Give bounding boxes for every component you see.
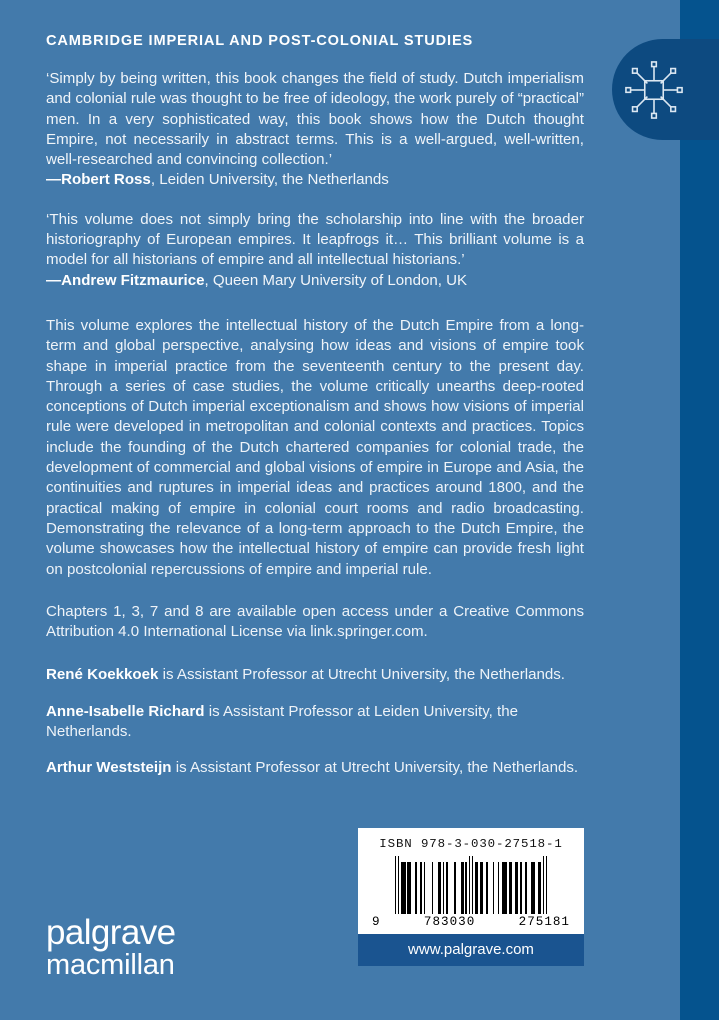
barcode-digits [370, 914, 572, 929]
book-description: This volume explores the intellectual history of the Dutch Empire from a long-term and global perspective, analysing how ideas and visions of empire took shape in imperial practice from the seventeenth century to the present day. Through a series of case studies, the volume critically unearths deep-rooted conceptions of Dutch imperial exceptionalism and shows how visions of imperial rule were developed in metropolitan and colonial contexts and practices. Topics include the founding of the Dutch chartered companies for colonial trade, the development of commercial and global visions of empire in Europe and Asia, the continuities and ruptures in imperial ideas and practices around 1800, and the practical making of empire in colonial court rooms and radio broadcasting. Demonstrating the relevance of a long-term approach to the Dutch Empire, the volume showcases how the intellectual history of empire can provide fresh light on postcolonial repercussions of empire and imperial rule. [46, 316, 584, 578]
review-quote-2 [46, 210, 584, 291]
editor-bio [46, 665, 584, 685]
barcode-digit-group-2: 783030 [423, 915, 476, 929]
editor-affiliation: is Assistant Professor at Utrecht University, the Netherlands. [158, 666, 565, 684]
barcode-digit-group-3: 275181 [518, 915, 570, 929]
barcode-block [358, 828, 584, 966]
series-title: CAMBRIDGE IMPERIAL AND POST-COLONIAL STUDIES [46, 33, 474, 49]
review-quote-2-author: —Andrew Fitzmaurice [46, 271, 205, 289]
cover-edge-band [680, 0, 719, 1020]
editor-name: René Koekkoek [46, 666, 159, 684]
editor-affiliation: is Assistant Professor at Leiden University, the Netherlands. [46, 702, 519, 741]
review-quote-1-author: —Robert Ross [46, 171, 151, 189]
barcode-digit-group-1: 9 [372, 915, 381, 929]
review-quote-1 [46, 69, 584, 191]
open-access-note: Chapters 1, 3, 7 and 8 are available open access under a Creative Commons Attribution 4.0 International License via link.springer.com. [46, 602, 584, 641]
review-quote-2-attribution [46, 271, 584, 291]
cover-content [46, 0, 584, 795]
review-quote-1-attribution [46, 170, 584, 190]
barcode-panel [358, 828, 584, 934]
editor-name: Anne-Isabelle Richard [46, 702, 205, 720]
editor-bio [46, 758, 584, 778]
publisher-url: www.palgrave.com [358, 934, 584, 966]
cambridge-university-press-roundel [612, 39, 719, 140]
editor-bio [46, 702, 584, 743]
editor-name: Arthur Weststeijn [46, 759, 172, 777]
isbn-label: ISBN 978-3-030-27518-1 [379, 837, 563, 851]
cambridge-university-press-shield-icon [621, 57, 687, 123]
palgrave-macmillan-logo [46, 913, 176, 981]
review-quote-1-text: ‘Simply by being written, this book changes the field of study. Dutch imperialism and colonial rule was thought to be free of ideology, the work purely of “practical” men. In a very sophisticated way, this book shows how the Dutch thought Empire, not necessarily in abstract terms. This is a well-argued, well-written, well-researched and convincing collection.’ [46, 70, 584, 169]
review-quote-1-affiliation: , Leiden University, the Netherlands [150, 171, 389, 189]
barcode-bars [370, 856, 572, 914]
macmillan-wordmark: macmillan [46, 948, 175, 981]
palgrave-wordmark: palgrave [46, 913, 176, 952]
editor-affiliation: is Assistant Professor at Utrecht University, the Netherlands. [171, 759, 579, 777]
review-quote-2-text: ‘This volume does not simply bring the scholarship into line with the broader historiography of European empires. It leapfrogs it… This brilliant volume is a model for all historians of empire and all intellectual historians.’ [46, 210, 584, 269]
editor-bios [46, 665, 584, 778]
review-quote-2-affiliation: , Queen Mary University of London, UK [204, 271, 468, 289]
